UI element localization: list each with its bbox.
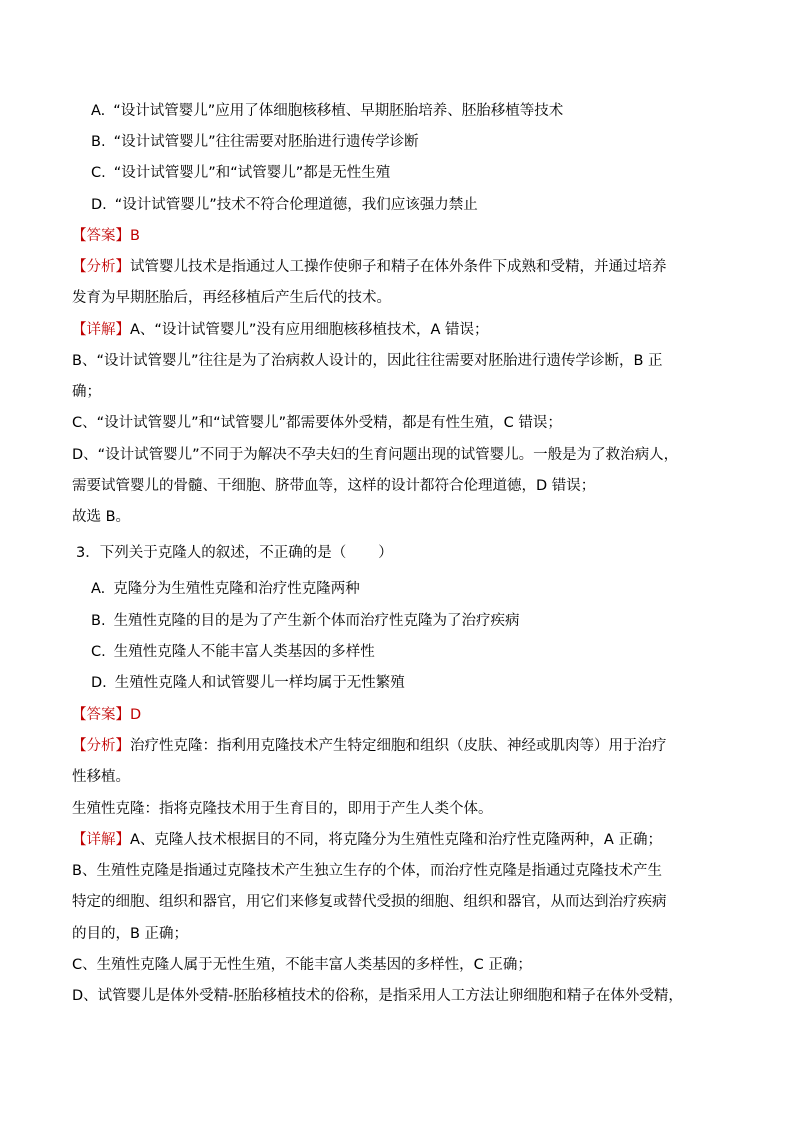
option-letter: C.: [91, 165, 106, 181]
option-text: “设计试管婴儿”往往需要对胚胎进行遗传学诊断: [113, 134, 419, 150]
detail-text: B、“设计试管婴儿”往往是为了治病救人设计的，因此往往需要对胚胎进行遗传学诊断，B 正: [72, 353, 663, 369]
question-stem: [76, 543, 393, 563]
option-letter: C.: [91, 644, 106, 660]
detail-line: [72, 892, 667, 912]
detail-tag: 【详解】: [72, 832, 130, 848]
detail-text: A、克隆人技术根据目的不同，将克隆分为生殖性克隆和治疗性克隆两种，A 正确；: [130, 832, 662, 848]
detail-tag: 【详解】: [72, 322, 130, 338]
option-text: 生殖性克隆人和试管婴儿一样均属于无性繁殖: [114, 675, 405, 691]
analysis-tag: 【分析】: [72, 738, 130, 754]
option-text: 生殖性克隆人不能丰富人类基因的多样性: [113, 644, 375, 660]
detail-text: C、生殖性克隆人属于无性生殖，不能丰富人类基因的多样性，C 正确；: [72, 957, 532, 973]
detail-line: [72, 382, 101, 402]
answer-value: D: [130, 707, 142, 723]
detail-text: C、“设计试管婴儿”和“试管婴儿”都需要体外受精，都是有性生殖，C 错误；: [72, 415, 562, 431]
analysis-text: 试管婴儿技术是指通过人工操作使卵子和精子在体外条件下成熟和受精，并通过培养: [130, 259, 667, 275]
detail-text: D、试管婴儿是体外受精-胚胎移植技术的俗称，是指采用人工方法让卵细胞和精子在体外受精，: [72, 988, 683, 1004]
analysis-line: [72, 257, 667, 277]
detail-text: 确；: [72, 384, 101, 400]
detail-line: [72, 861, 662, 881]
analysis-text: 发育为早期胚胎后，再经移植后产生后代的技术。: [72, 290, 391, 306]
option-text: “设计试管婴儿”应用了体细胞核移植、早期胚胎培养、胚胎移植等技术: [113, 103, 564, 119]
analysis-text: 治疗性克隆：指利用克隆技术产生特定细胞和组织（皮肤、神经或肌肉等）用于治疗: [130, 738, 667, 754]
detail-line: [72, 320, 488, 340]
detail-line: [72, 830, 662, 850]
option-a: [91, 101, 563, 121]
analysis-line: [72, 736, 667, 756]
detail-line: [72, 507, 130, 527]
analysis-text: 性移植。: [72, 769, 130, 785]
option-d: [91, 195, 478, 215]
option-b: [91, 132, 419, 152]
analysis-line: [72, 799, 493, 819]
analysis-line: [72, 767, 130, 787]
option-d: [91, 673, 405, 693]
detail-line: [72, 445, 678, 465]
option-c: [91, 163, 390, 183]
detail-line: [72, 476, 595, 496]
detail-text: 的目的，B 正确；: [72, 926, 189, 942]
option-letter: D.: [91, 675, 107, 691]
answer-line: [72, 705, 141, 725]
analysis-line: [72, 288, 391, 308]
detail-text: 特定的细胞、组织和器官，用它们来修复或替代受损的细胞、组织和器官，从而达到治疗疾病: [72, 894, 667, 910]
option-letter: A.: [91, 103, 106, 119]
detail-text: B、生殖性克隆是指通过克隆技术产生独立生存的个体，而治疗性克隆是指通过克隆技术产生: [72, 863, 662, 879]
option-letter: A.: [91, 581, 106, 597]
detail-line: [72, 351, 663, 371]
option-letter: B.: [91, 134, 106, 150]
answer-line: [72, 226, 140, 246]
option-a: [91, 579, 360, 599]
analysis-text: 生殖性克隆：指将克隆技术用于生育目的，即用于产生人类个体。: [72, 801, 493, 817]
detail-text: A、“设计试管婴儿”没有应用细胞核移植技术，A 错误；: [130, 322, 489, 338]
stem-prefix: 3．下列关于克隆人的叙述，不正确的是（: [76, 545, 347, 561]
detail-line: [72, 955, 532, 975]
answer-value: B: [130, 228, 140, 244]
detail-text: D、“设计试管婴儿”不同于为解决不孕夫妇的生育问题出现的试管婴儿。一般是为了救治病人，: [72, 447, 679, 463]
option-c: [91, 642, 375, 662]
option-letter: D.: [91, 197, 107, 213]
option-text: 克隆分为生殖性克隆和治疗性克隆两种: [113, 581, 360, 597]
option-b: [91, 611, 520, 631]
detail-line: [72, 986, 683, 1006]
answer-tag: 【答案】: [72, 228, 130, 244]
detail-text: 故选 B。: [72, 509, 131, 525]
option-text: “设计试管婴儿”和“试管婴儿”都是无性生殖: [113, 165, 391, 181]
stem-suffix: ）: [378, 545, 393, 561]
detail-text: 需要试管婴儿的骨髓、干细胞、脐带血等，这样的设计都符合伦理道德，D 错误；: [72, 478, 596, 494]
option-text: 生殖性克隆的目的是为了产生新个体而治疗性克隆为了治疗疾病: [113, 613, 520, 629]
analysis-tag: 【分析】: [72, 259, 130, 275]
detail-line: [72, 924, 188, 944]
option-letter: B.: [91, 613, 106, 629]
answer-tag: 【答案】: [72, 707, 130, 723]
option-text: “设计试管婴儿”技术不符合伦理道德，我们应该强力禁止: [114, 197, 478, 213]
detail-line: [72, 413, 562, 433]
